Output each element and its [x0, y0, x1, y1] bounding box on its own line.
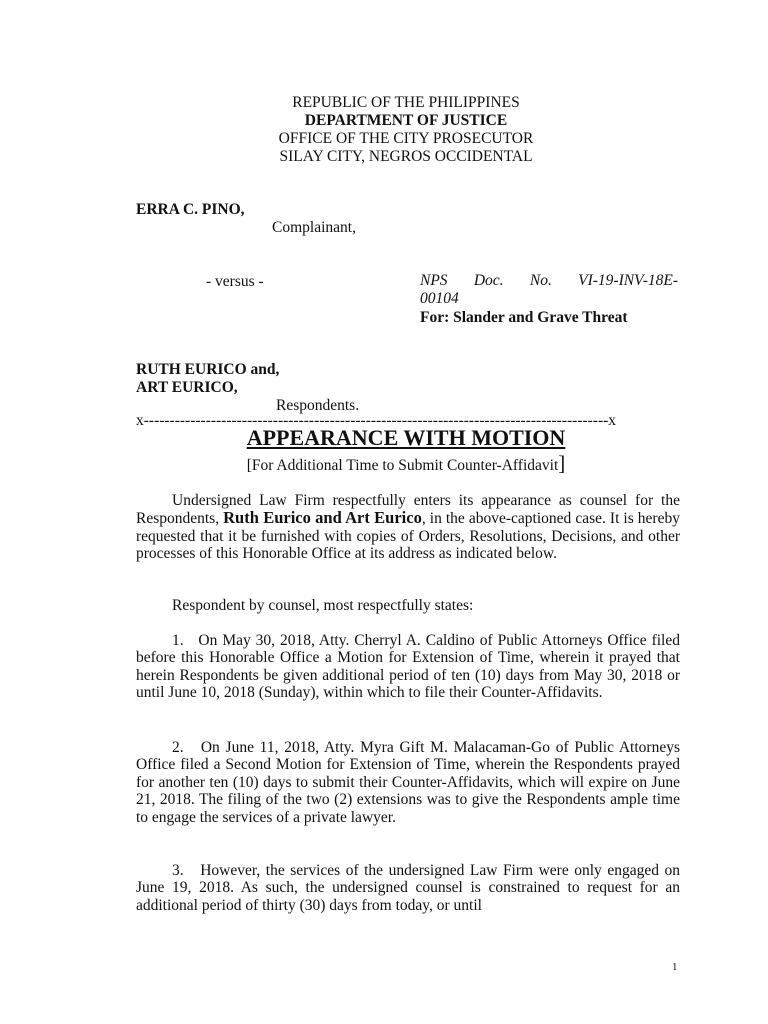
- paragraph-appearance-intro: Undersigned Law Firm respectfully enters its appearance as counsel for the Respondents,: [136, 492, 680, 528]
- case-charge: For: Slander and Grave Threat: [420, 309, 628, 326]
- paragraph-item-1: 1. On May 30, 2018, Atty. Cherryl A. Caldino of Public Attorneys Office filed before this Honorable Office a Motion for Extension of Time, wherein it prayed that herein Respondents be given additional period of ten (10) days from May 30, 2018 or until June 10, 2018 (Sunday), within which to file their Counter-Affidavits.: [136, 632, 680, 702]
- respondent-name-1: RUTH EURICO and,: [136, 361, 280, 378]
- paragraph-appearance: [136, 492, 680, 563]
- page-number: 1: [672, 961, 678, 973]
- header-office: OFFICE OF THE CITY PROSECUTOR: [278, 130, 534, 147]
- case-doc-number-line2: 00104: [420, 290, 459, 307]
- complainant-role: Complainant,: [272, 219, 356, 236]
- document-header: [136, 94, 676, 166]
- paragraph-statement-intro: Respondent by counsel, most respectfully states:: [172, 597, 474, 614]
- case-doc-number-line1: NPS Doc. No. VI-19-INV-18E-: [420, 272, 678, 289]
- subtitle-text: [For Additional Time to Submit Counter-Affidavit: [246, 457, 559, 474]
- paragraph-item-2: 2. On June 11, 2018, Atty. Myra Gift M. Malacaman-Go of Public Attorneys Office filed a Second Motion for Extension of Time, wherein the Respondents prayed for another ten (10) days to submit their Counter-Affidavits, which will expire on June 21, 2018. The filing of the two (2) extensions was to give the Respondents ample time to engage the services of a private lawyer.: [136, 739, 680, 826]
- respondent-name-2: ART EURICO,: [136, 379, 238, 396]
- document-title: APPEARANCE WITH MOTION: [246, 425, 566, 450]
- header-republic: REPUBLIC OF THE PHILIPPINES: [292, 94, 520, 111]
- paragraph-appearance-rest: , in the above-captioned case. It is hereby requested that it be furnished with copies of Orders, Resolutions, Decisions, and other processes of this Honorable Office at its address as indicated below.: [136, 510, 680, 563]
- paragraph-appearance-respondent-names: Ruth Eurico and Art Eurico: [223, 508, 422, 528]
- paragraph-item-3: 3. However, the services of the undersigned Law Firm were only engaged on June 19, 2018. As such, the undersigned counsel is constrained to request for an additional period of thirty (30) days from today, or until: [136, 862, 680, 914]
- header-city: SILAY CITY, NEGROS OCCIDENTAL: [279, 148, 533, 165]
- complainant-name: ERRA C. PINO,: [136, 201, 245, 218]
- subtitle-close-bracket: ]: [558, 451, 566, 475]
- case-reference: [420, 272, 678, 327]
- document-subtitle: [136, 451, 676, 475]
- caption-divider: x------------------------------------------------------------------------------------------x: [136, 412, 617, 429]
- respondents-role: Respondents.: [276, 397, 360, 414]
- header-department: DEPARTMENT OF JUSTICE: [304, 112, 508, 129]
- versus-label: - versus -: [206, 273, 264, 290]
